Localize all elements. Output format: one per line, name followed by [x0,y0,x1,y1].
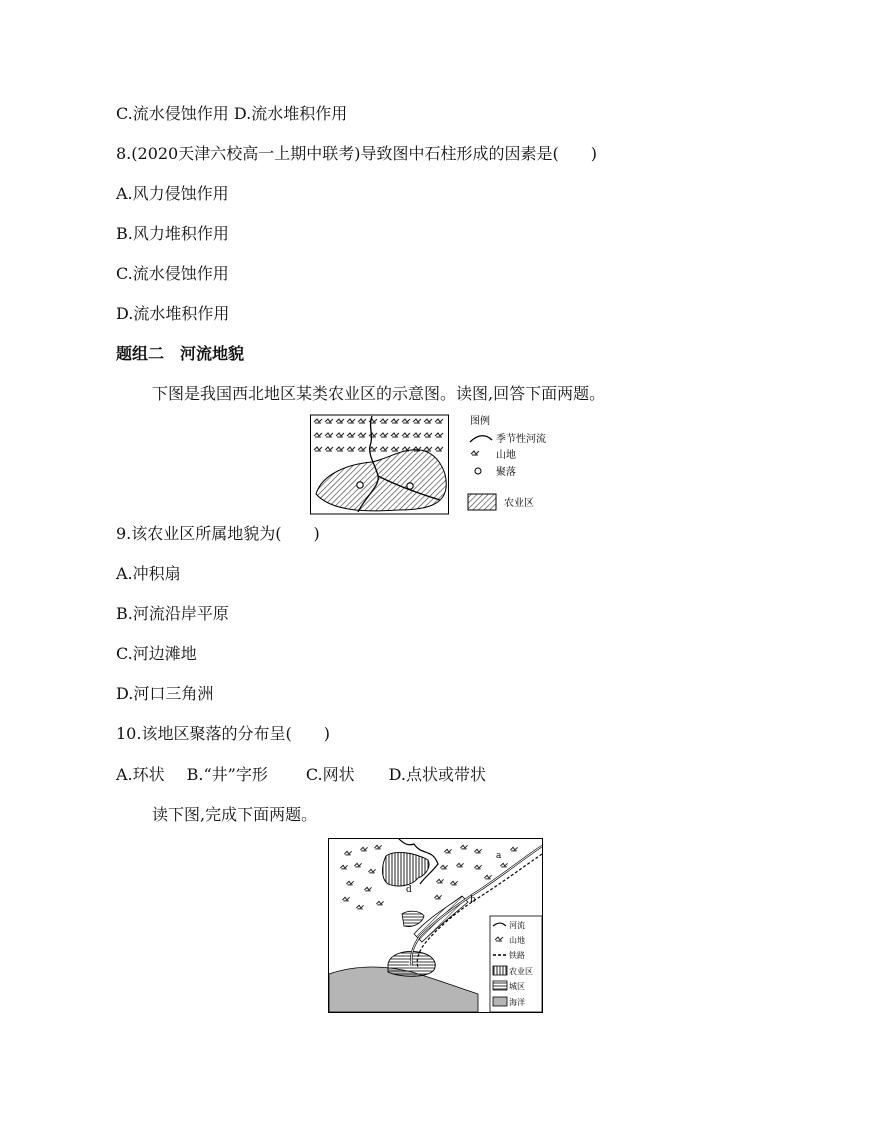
q10-options [116,765,486,785]
question-10: 10.该地区聚落的分布呈( ) [116,724,330,743]
city-icon [493,981,507,990]
q10-option-c: C.网状 [305,765,355,784]
river-icon [470,436,492,442]
legend-mountain: 山地 [496,450,516,461]
legend-river: 河流 [509,921,525,930]
q10-option-a: A.环状 [116,765,165,784]
q10-option-b: B.“井”字形 [186,765,268,784]
q9-option-a: A.冲积扇 [116,564,181,583]
option-line-c-d: C.流水侵蚀作用 D.流水堆积作用 [116,104,348,123]
farm-icon [468,494,496,510]
settlement-icon [357,482,363,488]
legend-title: 图例 [470,416,490,427]
q8-option-c: C.流水侵蚀作用 [116,264,229,283]
q8-option-d: D.流水堆积作用 [116,304,230,323]
legend-river: 季节性河流 [496,434,546,445]
q8-option-b: B.风力堆积作用 [116,224,229,243]
question-8: 8.(2020天津六校高一上期中联考)导致图中石柱形成的因素是( ) [116,144,597,163]
figure-2-map [328,838,544,1014]
intro-figure-1: 下图是我国西北地区某类农业区的示意图。读图,回答下面两题。 [152,384,606,403]
figure-1-legend [468,414,546,510]
legend-sea: 海洋 [509,998,525,1007]
q10-option-d: D.点状或带状 [388,765,486,784]
label-b: b [470,895,476,905]
settlement-icon [475,468,481,474]
label-a: a [496,851,502,861]
legend-railway: 铁路 [509,951,525,960]
q9-option-c: C.河边滩地 [116,644,197,663]
settlement-icon [407,483,413,489]
legend-settlement: 聚落 [496,467,516,478]
q9-option-b: B.河流沿岸平原 [116,604,229,623]
legend-farm: 农业区 [504,498,534,509]
figure-1-map [310,412,560,516]
mountain-icon [471,451,479,455]
legend-mountain: 山地 [509,936,525,945]
q9-option-d: D.河口三角洲 [116,684,214,703]
section-heading: 题组二 河流地貌 [116,344,245,363]
farm-icon [493,966,507,975]
figure-2-legend [490,916,542,1012]
label-d: d [406,885,412,895]
label-c: c [408,959,413,968]
question-9: 9.该农业区所属地貌为( ) [116,524,320,543]
intro-figure-2: 读下图,完成下面两题。 [152,805,318,824]
sea-icon [493,997,507,1006]
q8-option-a: A.风力侵蚀作用 [116,184,229,203]
legend-city: 城区 [509,982,525,991]
legend-farm: 农业区 [509,967,533,976]
